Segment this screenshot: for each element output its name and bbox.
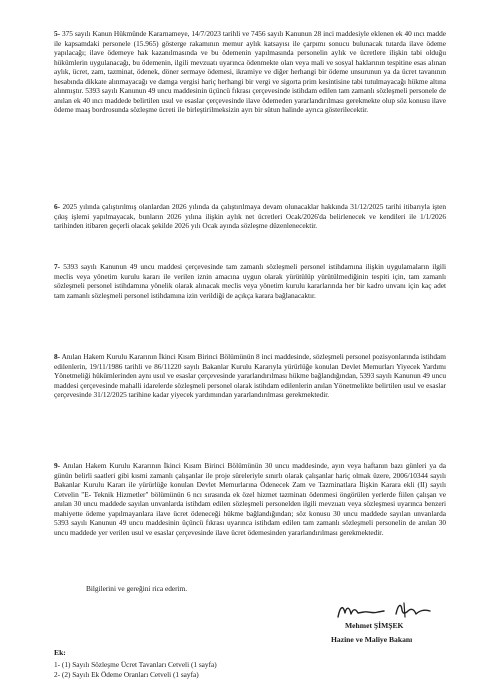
closing-line: Bilgilerini ve gereğini rica ederim. <box>86 584 188 593</box>
attachments-list <box>54 660 354 679</box>
paragraph-number: 8- <box>54 352 61 361</box>
attachment-item: 1- (1) Sayılı Sözleşme Ücret Tavanları Cetveli (1 sayfa) <box>54 660 217 669</box>
paragraph-7 <box>54 262 446 300</box>
paragraph-9 <box>54 461 446 537</box>
signer-name: Mehmet ŞİMŞEK <box>345 621 404 630</box>
paragraph-text: 5393 sayılı Kanunun 49 uncu maddesi çerçevesinde tam zamanlı sözleşmeli personel istihdamına ilişkin uygulamaların ilgili meclis veya yönetim kurulu kararı ile verilen iznin amacına uygun olarak yürütülüp yürütülmediğinin tespiti için, tam zamanlı sözleşmeli personel istihdamına yönelik olarak alınacak meclis veya yönetim kurulu kararlarında her bir kadro unvanı için kaç adet tam zamanlı sözleşmeli personel istihdamına izin verildiği de açıkça karara bağlanacaktır. <box>54 262 446 300</box>
paragraph-number: 7- <box>54 262 61 271</box>
attachment-item: 2- (2) Sayılı Ek Ödeme Oranları Cetveli (1 sayfa) <box>54 669 199 679</box>
signer-title: Hazine ve Maliye Bakanı <box>331 635 413 644</box>
paragraph-8 <box>54 352 446 400</box>
attachments-title: Ek: <box>54 648 66 657</box>
handwritten-signature <box>334 599 434 621</box>
paragraph-text: 375 sayılı Kanun Hükmünde Kararnameye, 14/7/2023 tarihli ve 7456 sayılı Kanunun 28 inci maddesiyle eklenen ek 40 ıncı madde ile kapsamdaki personele (15.965) gösterge rakamının memur aylık katsayısı ile çarpımı sonucu bulunacak tutarda ilave ödeme yapılacağı; ilave ödemeye hak kazanılmasında ve bu ödemenin yapılmasında personelin aylık ve ücretlere ilişkin tabi olduğu hükümlerin uygulanacağı, bu ödemenin, ilgili mevzuatı uyarınca ödenmekte olan veya mali ve sosyal haklarının tespitine esas alınan aylık, ücret, zam, tazminat, ödenek, döner sermaye ödemesi, ikramiye ve diğer herhangi bir ödeme unsurunun ya da ücret tavanının hesabında dikkate alınmayacağı ve damga vergisi hariç herhangi bir vergi ve sigorta prim kesintisine tabi tutulmayacağı hükme altına alınmıştır. 5393 sayılı Kanunun 49 uncu maddesinin üçüncü fıkrası çerçevesinde istihdam edilen tam zamanlı sözleşmeli personele de anılan ek 40 ıncı maddede belirtilen usul ve esaslar çerçevesinde ilave ödemeden yararlandırılması gerekmekte olup söz konusu ilave ödeme maaş bordrosunda sözleşme ücreti ile birleştirilmeksizin ayrı bir sütun halinde ayrıca gösterilecektir. <box>54 29 446 115</box>
paragraph-text: Anılan Hakem Kurulu Kararının İkinci Kısım Birinci Bölümünün 8 inci maddesinde, sözleşmeli personel pozisyonlarında istihdam edilenlerin, 19/11/1986 tarihli ve 86/11220 sayılı Bakanlar Kurulu Kararıyla yürürlüğe konulan Devlet Memurları Yiyecek Yardımı Yönetmeliği hükümlerinden aynı usul ve esaslar çerçevesinde yararlandırılması hükme bağlandığından, 5393 sayılı Kanunun 49 uncu maddesi çerçevesinde mahalli idarelerde sözleşmeli personel olarak istihdam edilenlerin anılan Yönetmelikte belirtilen usul ve esaslar çerçevesinde 31/12/2025 tarihine kadar yiyecek yardımından yararlandırılması gerekmektedir. <box>54 352 446 400</box>
paragraph-number: 6- <box>54 202 61 211</box>
paragraph-text: Anılan Hakem Kurulu Kararının İkinci Kısım Birinci Bölümünün 30 uncu maddesinde, ayın veya haftanın bazı günleri ya da günün belirli saatleri gibi kısmi zamanlı çalışanlar ile proje süreleriyle sınırlı olarak çalışanlar hariç olmak üzere, 2006/10344 sayılı Bakanlar Kurulu Kararı ile yürürlüğe konulan Devlet Memurlarına Ödenecek Zam ve Tazminatlara İlişkin Karara ekli (II) sayılı Cetvelin "E- Teknik Hizmetler" bölümünün 6 ncı sırasında ek özel hizmet tazminatı ödenmesi öngörülen yerlerde fiilen çalışan ve anılan 30 uncu maddede sayılan unvanlarda istihdam edilen sözleşmeli personelden ilgili mevzuatı veya sözleşmesi uyarınca benzeri mahiyette ödeme yapılmayanlara ilave ücret ödeneceği hükme bağlandığından; söz konusu 30 uncu maddede sayılan unvanlarda 5393 sayılı Kanunun 49 uncu maddesinin üçüncü fıkrası uyarınca istihdam edilen tam zamanlı sözleşmeli personelin de anılan 30 uncu maddede yer verilen usul ve esaslar çerçevesinde ilave ücret ödemesinden yararlandırılması gerekmektedir. <box>54 461 446 537</box>
attachments-section <box>54 648 354 679</box>
paragraph-number: 5- <box>54 29 61 38</box>
paragraph-6 <box>54 202 446 231</box>
paragraph-5 <box>54 29 446 115</box>
paragraph-text: 2025 yılında çalıştırılmış olanlardan 2026 yılında da çalıştırılmaya devam olunacaklar hakkında 31/12/2025 tarihi itibarıyla işten çıkış işlemi yapılmayacak, bunların 2026 yılına ilişkin aylık net ücretleri Ocak/2026'da belirlenecek ve kendileri ile 1/1/2026 tarihinden itibaren geçerli olacak şekilde 2026 yılı Ocak ayında sözleşme düzenlenecektir. <box>54 202 446 231</box>
paragraph-number: 9- <box>54 461 61 470</box>
